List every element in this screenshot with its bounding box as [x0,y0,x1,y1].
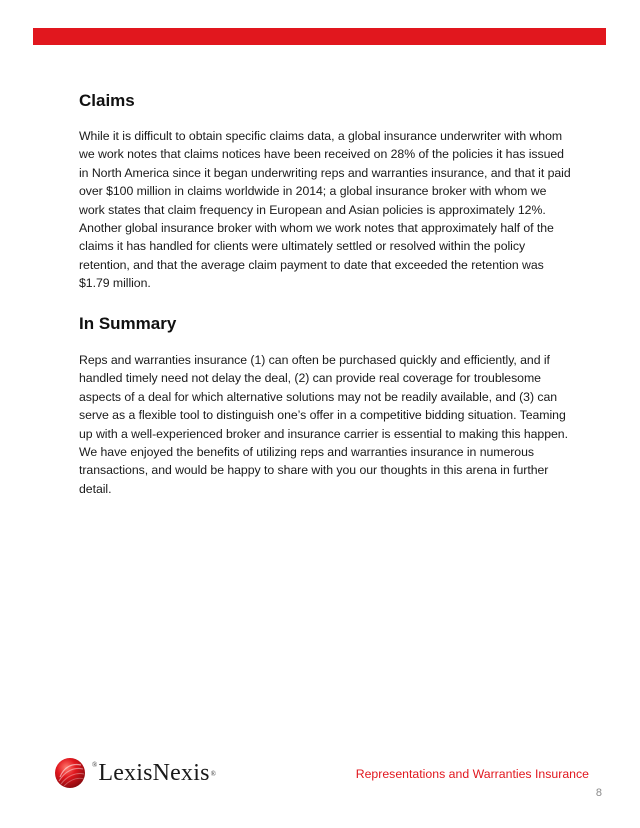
summary-paragraph: Reps and warranties insurance (1) can often be purchased quickly and efficiently, and if handled timely need not delay the deal, (2) can provide real coverage for troublesome aspects of a deal for which alternative solutions may not be readily available, and (3) can serve as a flexible tool to distinguish one’s offer in a competitive bidding situation. Teaming up with a well-experienced broker and insurance carrier is essential to making this happen. We have enjoyed the benefits of utilizing reps and warranties insurance in numerous transactions, and would be happy to share with you our thoughts in this arena in further detail. [79,353,568,496]
logo-wordmark: LexisNexis [98,760,210,786]
logo-registered-mark-small: ® [92,761,98,769]
section-heading-claims: Claims [79,91,135,110]
section-heading-in-summary: In Summary [79,314,177,333]
lexisnexis-logo [54,756,216,790]
logo-registered-mark: ® [210,770,216,778]
page-number: 8 [595,787,602,799]
claims-paragraph: While it is difficult to obtain specific claims data, a global insurance underwriter with whom we work notes that claims notices have been received on 28% of the policies it has issued in North America since it began underwriting reps and warranties insurance, and that it paid over $100 million in claims worldwide in 2014; a global insurance broker with whom we work states that claim frequency in European and Asian policies is approximately 12%. Another global insurance broker with whom we work notes that approximately half of the claims it has handled for clients were ultimately settled or resolved within the policy retention, and that the average claim payment to date that exceeded the retention was $1.79 million. [79,129,571,291]
header-red-bar [33,28,606,45]
footer-caption: Representations and Warranties Insurance [355,767,589,781]
lexisnexis-sphere-icon [54,757,86,789]
